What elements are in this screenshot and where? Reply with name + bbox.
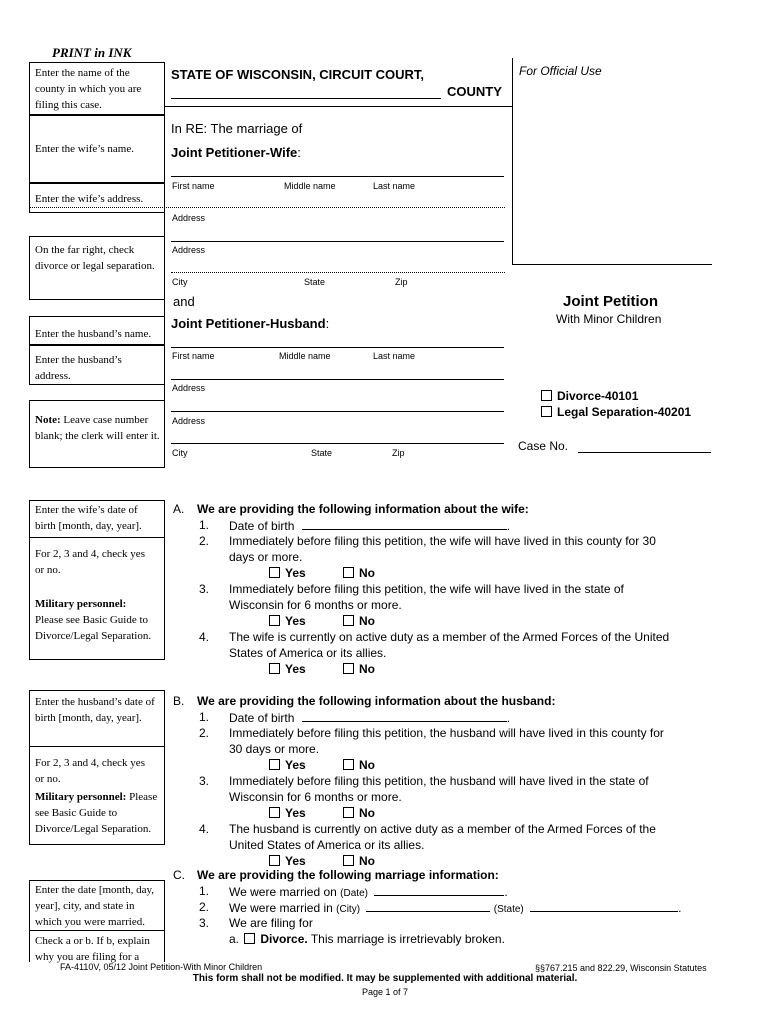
- a4-line-2: States of America or its allies.: [229, 646, 387, 660]
- a3-line-2: Wisconsin for 6 months or more.: [229, 598, 402, 612]
- wife-colon: :: [297, 145, 301, 160]
- a4-yes-checkbox[interactable]: [269, 663, 280, 674]
- wife-address-note: Enter the wife’s address.: [35, 193, 144, 205]
- case-note-label: Note:: [35, 414, 61, 426]
- c3a-divorce-word: Divorce.: [260, 932, 308, 946]
- b2-yes-checkbox[interactable]: [269, 759, 280, 770]
- wife-address-label-1: Address: [172, 213, 206, 223]
- section-c-heading: We are providing the following marriage information:: [197, 868, 499, 882]
- a4-line-1: The wife is currently on active duty as a member of the Armed Forces of the United: [229, 630, 670, 644]
- c1-period: .: [504, 885, 508, 899]
- c2-text: [229, 900, 681, 917]
- case-number-field[interactable]: [578, 452, 711, 453]
- b3-line-2: Wisconsin for 6 months or more.: [229, 790, 402, 804]
- c2-city-hint: (City): [336, 904, 361, 915]
- husband-last-name-label: Last name: [373, 351, 416, 361]
- modification-notice: This form shall not be modified. It may be supplemented with additional material.: [192, 973, 578, 984]
- wife-middle-name-label: Middle name: [284, 181, 336, 191]
- b4-line-2: United States of America or its allies.: [229, 838, 425, 852]
- c1-date-hint: (Date): [340, 888, 368, 899]
- a1-label: Date of birth: [229, 519, 295, 533]
- a3-line-1: Immediately before filing this petition, the wife will have lived in the state of: [229, 582, 624, 596]
- c3-label: We are filing for: [229, 916, 313, 930]
- divorce-option[interactable]: [541, 389, 638, 403]
- section-a-note-divider: [29, 537, 165, 538]
- a1-text: [229, 518, 510, 534]
- c3-number: 3.: [199, 916, 210, 930]
- county-label: COUNTY: [447, 84, 502, 99]
- case-number-label: Case No.: [518, 439, 569, 453]
- military-note-text: Please see Basic Guide to Divorce/Legal Separation.: [35, 614, 152, 642]
- a2-yes-label: Yes: [285, 566, 306, 580]
- b2-line-2: 30 days or more.: [229, 742, 320, 756]
- joint-petition-title: Joint Petition: [563, 293, 658, 310]
- b4-yes-label: Yes: [285, 854, 306, 868]
- wife-state-label: State: [304, 277, 326, 287]
- a3-no[interactable]: [343, 614, 375, 629]
- wife-heading: [171, 145, 301, 160]
- c3a-divorce-text: This marriage is irretrievably broken.: [310, 932, 505, 946]
- husband-dob-field[interactable]: [302, 710, 507, 722]
- a1-number: 1.: [199, 518, 210, 532]
- wife-last-name-label: Last name: [373, 181, 416, 191]
- section-a-heading: We are providing the following information about the wife:: [197, 502, 529, 516]
- wife-row-separator-2: [171, 272, 505, 273]
- case-note: [35, 412, 160, 444]
- section-b-letter: B.: [173, 694, 185, 708]
- official-use-bottom-border: [512, 264, 712, 265]
- b3-no-checkbox[interactable]: [343, 807, 354, 818]
- official-use-left-border: [512, 58, 513, 264]
- husband-zip-label: Zip: [392, 448, 405, 458]
- c2-period: .: [678, 901, 682, 915]
- military-note-2-text-b: see Basic Guide to Divorce/Legal Separation.: [35, 807, 152, 835]
- divorce-option-label: Divorce-40101: [557, 389, 639, 403]
- check-yes-no-note-2: For 2, 3 and 4, check yes or no.: [35, 757, 145, 785]
- b4-no-label: No: [359, 854, 375, 868]
- a4-yes-label: Yes: [285, 662, 306, 676]
- page-number: Page 1 of 7: [361, 987, 409, 997]
- check-yes-no-note-1: For 2, 3 and 4, check yes or no.: [35, 548, 145, 576]
- wife-dob-note: Enter the wife’s date of birth [month, day, year].: [35, 504, 142, 532]
- wife-dob-field[interactable]: [302, 518, 507, 530]
- c2-label: We were married in: [229, 901, 333, 915]
- print-in-ink-label: PRINT in INK: [52, 45, 132, 60]
- b3-number: 3.: [199, 774, 210, 788]
- check-ab-note: Check a or b. If b, explain why you are filing for a: [35, 935, 150, 963]
- separation-checkbox[interactable]: [541, 406, 552, 417]
- b4-yes-checkbox[interactable]: [269, 855, 280, 866]
- b1-period: .: [506, 711, 511, 725]
- county-name-field[interactable]: [171, 98, 441, 99]
- b2-yes[interactable]: [269, 758, 306, 773]
- husband-middle-name-label: Middle name: [279, 351, 331, 361]
- section-c-letter: C.: [173, 868, 185, 882]
- b1-number: 1.: [199, 710, 210, 724]
- and-label: and: [173, 294, 195, 309]
- wife-row-separator-1: [29, 207, 505, 208]
- state-court-heading: STATE OF WISCONSIN, CIRCUIT COURT,: [171, 67, 425, 82]
- b4-line-1: The husband is currently on active duty as a member of the Armed Forces of the: [229, 822, 656, 836]
- husband-state-label: State: [311, 448, 333, 458]
- husband-address-field-2[interactable]: [171, 411, 504, 412]
- c2-number: 2.: [199, 900, 210, 914]
- b2-yes-label: Yes: [285, 758, 306, 772]
- military-note-2-label: Military personnel:: [35, 791, 127, 803]
- c1-label: We were married on: [229, 885, 337, 899]
- case-note-text: Leave case number blank; the clerk will enter it.: [35, 414, 160, 442]
- husband-address-label-2: Address: [172, 416, 206, 426]
- b1-text: [229, 710, 510, 726]
- a3-yes[interactable]: [269, 614, 306, 629]
- section-b-heading: We are providing the following information about the husband:: [197, 694, 556, 708]
- military-note-label: Military personnel:: [35, 598, 127, 610]
- far-right-note: On the far right, check divorce or legal separation.: [35, 244, 155, 272]
- a3-yes-checkbox[interactable]: [269, 615, 280, 626]
- section-b-note-divider: [29, 746, 165, 747]
- a4-no-checkbox[interactable]: [343, 663, 354, 674]
- a2-line-1: Immediately before filing this petition, the wife will have lived in this county for 30: [229, 534, 656, 548]
- section-c-note-divider: [29, 930, 165, 931]
- a3-no-label: No: [359, 614, 375, 628]
- military-note-2-text-a: Please: [129, 791, 158, 803]
- c1-number: 1.: [199, 884, 210, 898]
- a2-no[interactable]: [343, 566, 375, 581]
- marriage-date-note: Enter the date [month, day, year], city, and state in which you were married.: [35, 884, 155, 928]
- wife-city-label: City: [172, 277, 188, 287]
- c3a-option[interactable]: [229, 932, 505, 947]
- b1-label: Date of birth: [229, 711, 295, 725]
- a2-no-checkbox[interactable]: [343, 567, 354, 578]
- military-note-2: [35, 789, 165, 805]
- a3-no-checkbox[interactable]: [343, 615, 354, 626]
- c1-text: [229, 884, 508, 901]
- wife-address-label-2: Address: [172, 245, 206, 255]
- a2-number: 2.: [199, 534, 210, 548]
- wife-name-field[interactable]: [171, 176, 504, 177]
- husband-first-name-label: First name: [172, 351, 215, 361]
- marriage-city-field[interactable]: [366, 900, 490, 912]
- a4-number: 4.: [199, 630, 210, 644]
- a3-number: 3.: [199, 582, 210, 596]
- b3-yes[interactable]: [269, 806, 306, 821]
- b2-no-checkbox[interactable]: [343, 759, 354, 770]
- husband-dob-note: Enter the husband’s date of birth [month, day, year].: [35, 696, 155, 724]
- husband-address-note: Enter the husband’s address.: [35, 354, 122, 382]
- husband-heading: [171, 316, 329, 331]
- a2-no-label: No: [359, 566, 375, 580]
- wife-first-name-label: First name: [172, 181, 215, 191]
- a2-yes-checkbox[interactable]: [269, 567, 280, 578]
- b4-no-checkbox[interactable]: [343, 855, 354, 866]
- husband-address-field-1[interactable]: [171, 379, 504, 380]
- b4-yes[interactable]: [269, 854, 306, 869]
- wife-zip-label: Zip: [395, 277, 408, 287]
- c3a-divorce-checkbox[interactable]: [244, 933, 255, 944]
- husband-name-field[interactable]: [171, 347, 504, 348]
- husband-address-label-1: Address: [172, 383, 206, 393]
- b2-line-1: Immediately before filing this petition, the husband will have lived in this county for: [229, 726, 664, 740]
- a4-yes[interactable]: [269, 662, 306, 677]
- husband-label: Joint Petitioner-Husband: [171, 316, 326, 331]
- header-left-border: [164, 62, 165, 466]
- a3-yes-label: Yes: [285, 614, 306, 628]
- b2-number: 2.: [199, 726, 210, 740]
- husband-colon: :: [325, 316, 330, 331]
- joint-petition-subtitle: With Minor Children: [556, 312, 662, 326]
- b4-number: 4.: [199, 822, 210, 836]
- form-id: FA-4110V, 05/12 Joint Petition-With Minor Children: [60, 962, 263, 972]
- husband-city-field[interactable]: [171, 443, 504, 444]
- wife-address-field-1[interactable]: [171, 241, 504, 242]
- b3-line-1: Immediately before filing this petition, the husband will have lived in the state of: [229, 774, 649, 788]
- a2-yes[interactable]: [269, 566, 306, 581]
- divorce-checkbox[interactable]: [541, 390, 552, 401]
- wife-name-note: Enter the wife’s name.: [35, 143, 134, 155]
- official-use-label: For Official Use: [519, 64, 602, 78]
- b3-no-label: No: [359, 806, 375, 820]
- a2-line-2: days or more.: [229, 550, 303, 564]
- c3a-letter: a.: [229, 932, 240, 946]
- marriage-state-field[interactable]: [530, 900, 678, 912]
- husband-city-label: City: [172, 448, 188, 458]
- county-note: Enter the name of the county in which you are filing this case.: [35, 67, 142, 111]
- header-divider: [164, 106, 512, 107]
- b3-yes-checkbox[interactable]: [269, 807, 280, 818]
- a1-period: .: [506, 519, 511, 533]
- c2-state-hint: (State): [493, 904, 524, 915]
- in-re-label: In RE: The marriage of: [171, 121, 303, 136]
- marriage-date-field[interactable]: [374, 884, 504, 896]
- b3-yes-label: Yes: [285, 806, 306, 820]
- b4-no[interactable]: [343, 854, 375, 869]
- a4-no[interactable]: [343, 662, 375, 677]
- separation-option-label: Legal Separation-40201: [557, 405, 692, 419]
- statutes: §§767.215 and 822.29, Wisconsin Statutes: [535, 963, 707, 973]
- separation-option[interactable]: [541, 405, 691, 419]
- b2-no[interactable]: [343, 758, 375, 773]
- b2-no-label: No: [359, 758, 375, 772]
- b3-no[interactable]: [343, 806, 375, 821]
- a4-no-label: No: [359, 662, 375, 676]
- husband-name-note: Enter the husband’s name.: [35, 328, 152, 340]
- wife-label: Joint Petitioner-Wife: [171, 145, 298, 160]
- section-a-letter: A.: [173, 502, 185, 516]
